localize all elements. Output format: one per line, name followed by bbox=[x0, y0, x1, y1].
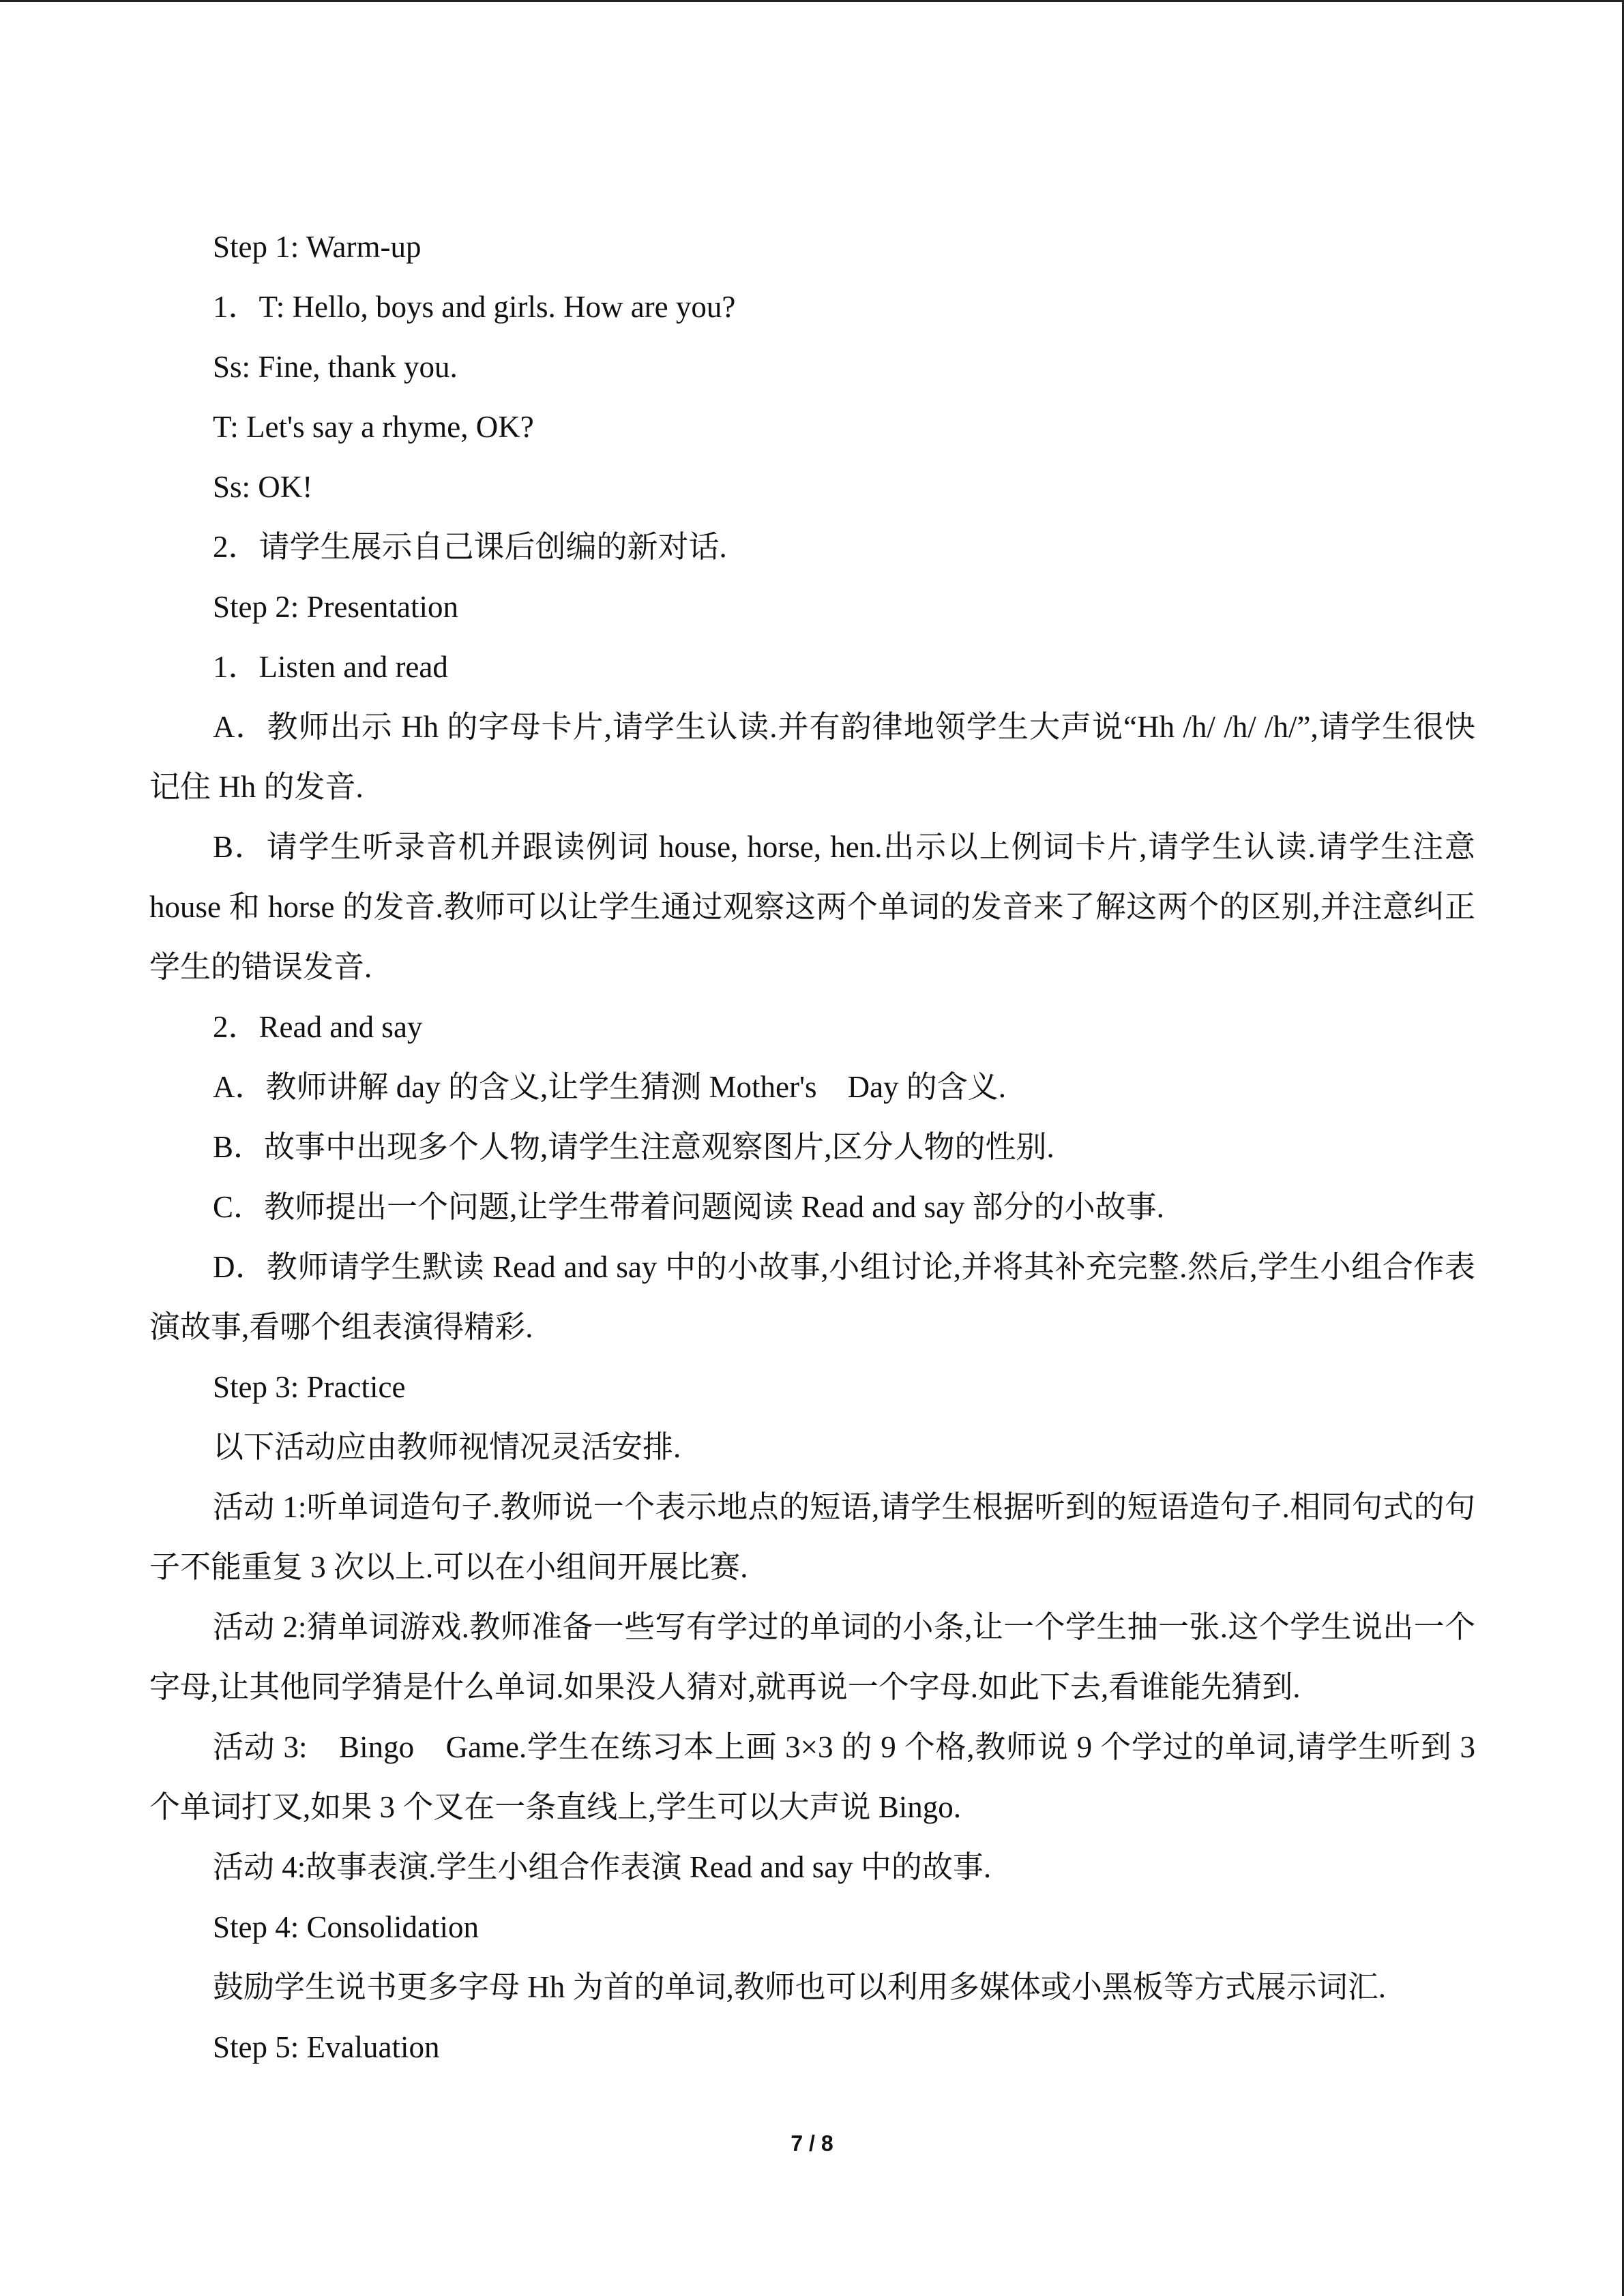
text-line: 鼓励学生说书更多字母 Hh 为首的单词,教师也可以利用多媒体或小黑板等方式展示词汇. bbox=[213, 1970, 1387, 2004]
heading-step-5: Step 5: Evaluation bbox=[213, 2030, 440, 2064]
text-line: B．故事中出现多个人物,请学生注意观察图片,区分人物的性别. bbox=[213, 1130, 1054, 1164]
text-line: 以下活动应由教师视情况灵活安排. bbox=[213, 1430, 681, 1464]
text-line: C．教师提出一个问题,让学生带着问题阅读 Read and say 部分的小故事. bbox=[213, 1190, 1164, 1224]
document-body bbox=[149, 217, 1475, 2077]
paragraph: 活动 3: Bingo Game.学生在练习本上画 3×3 的 9 个格,教师说 9 个学过的单词,请学生听到 3 个单词打叉,如果 3 个叉在一条直线上,学生可以大声说 Bingo. bbox=[149, 1730, 1475, 1824]
text-line: 活动 4:故事表演.学生小组合作表演 Read and say 中的故事. bbox=[213, 1850, 992, 1884]
paragraph: D．教师请学生默读 Read and say 中的小故事,小组讨论,并将其补充完整.然后,学生小组合作表演故事,看哪个组表演得精彩. bbox=[149, 1250, 1475, 1344]
paragraph: B．请学生听录音机并跟读例词 house, horse, hen.出示以上例词卡片,请学生认读.请学生注意 house 和 horse 的发音.教师可以让学生通过观察这两个单词的发音来了解这两个的区别,并注意纠正学生的错误发音. bbox=[149, 830, 1475, 984]
subheading: 1．Listen and read bbox=[213, 650, 448, 684]
text-line: Ss: Fine, thank you. bbox=[213, 350, 458, 384]
page-number: 7 / 8 bbox=[791, 2131, 833, 2156]
heading-step-3: Step 3: Practice bbox=[213, 1370, 406, 1404]
text-line: Ss: OK! bbox=[213, 470, 313, 504]
page-top-border bbox=[0, 0, 1624, 2]
text-line: 2．请学生展示自己课后创编的新对话. bbox=[213, 530, 727, 564]
heading-step-4: Step 4: Consolidation bbox=[213, 1910, 479, 1944]
text-line: T: Let's say a rhyme, OK? bbox=[213, 410, 534, 444]
paragraph: 活动 1:听单词造句子.教师说一个表示地点的短语,请学生根据听到的短语造句子.相同句式的句子不能重复 3 次以上.可以在小组间开展比赛. bbox=[149, 1490, 1475, 1584]
text-line: A．教师讲解 day 的含义,让学生猜测 Mother's Day 的含义. bbox=[213, 1070, 1007, 1104]
text-line: 1．T: Hello, boys and girls. How are you? bbox=[213, 290, 736, 324]
subheading: 2．Read and say bbox=[213, 1010, 423, 1044]
paragraph: 活动 2:猜单词游戏.教师准备一些写有学过的单词的小条,让一个学生抽一张.这个学生说出一个字母,让其他同学猜是什么单词.如果没人猜对,就再说一个字母.如此下去,看谁能先猜到. bbox=[149, 1610, 1475, 1704]
paragraph: A．教师出示 Hh 的字母卡片,请学生认读.并有韵律地领学生大声说“Hh /h/ /h/ /h/”,请学生很快记住 Hh 的发音. bbox=[149, 710, 1475, 804]
heading-step-1: Step 1: Warm-up bbox=[213, 230, 422, 264]
heading-step-2: Step 2: Presentation bbox=[213, 590, 458, 624]
